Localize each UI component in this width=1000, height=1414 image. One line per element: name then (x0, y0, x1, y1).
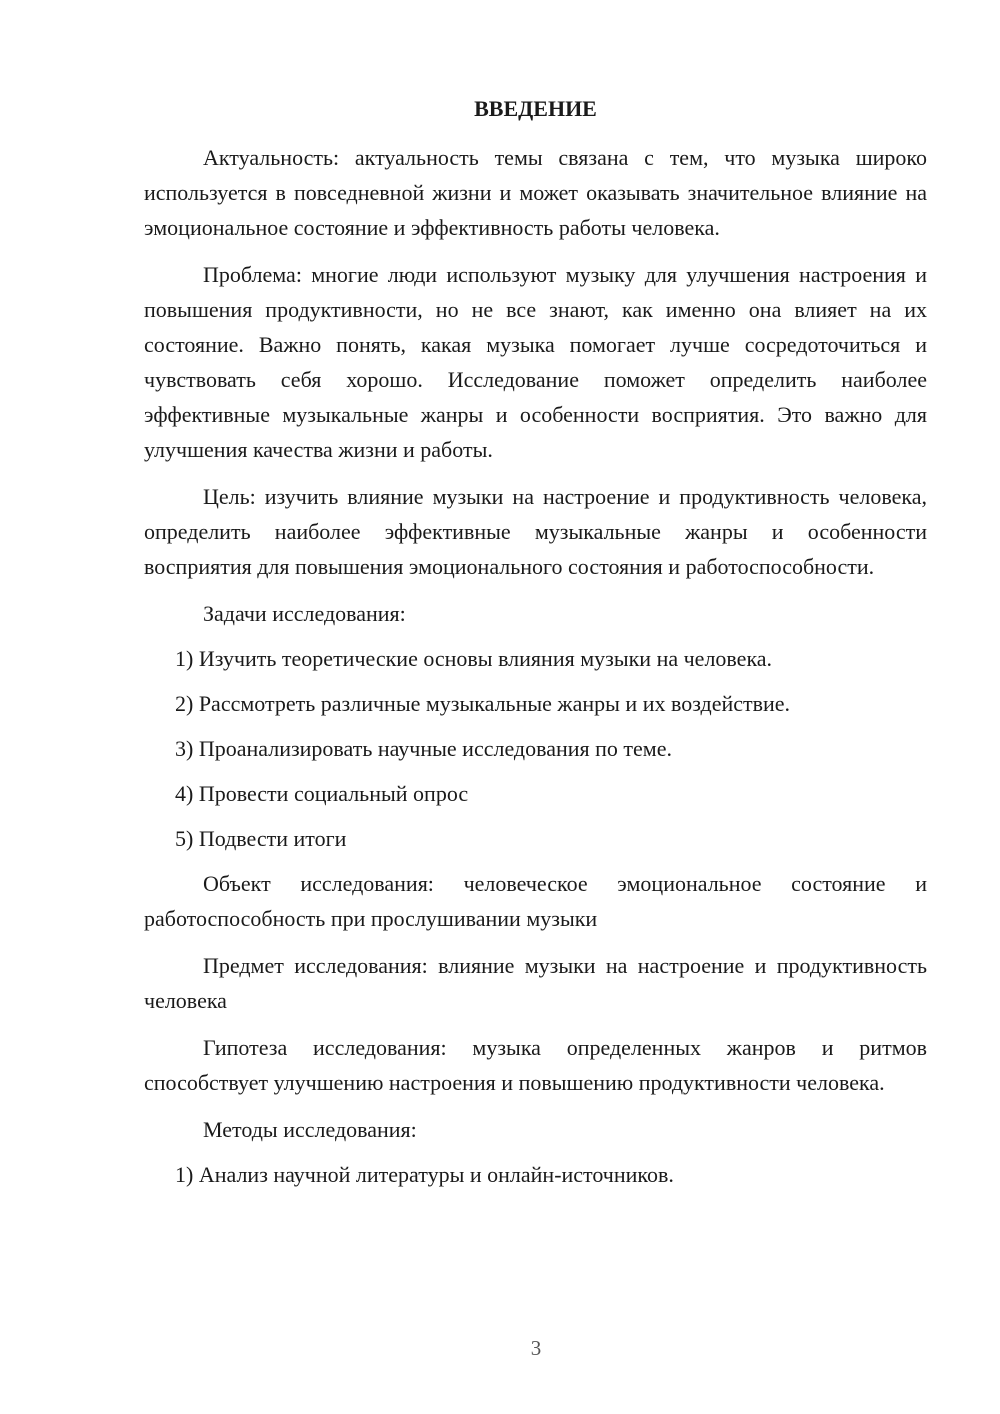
hypothesis-paragraph: Гипотеза исследования: музыка определенных жанров и ритмов способствует улучшению настроения и повышению продуктивности человека. (144, 1035, 927, 1095)
subject-paragraph: Предмет исследования: влияние музыки на настроение и продуктивность человека (144, 953, 927, 1013)
page-body (144, 90, 927, 1202)
tasks-title: Задачи исследования: (203, 601, 406, 626)
task-item: 2) Рассмотреть различные музыкальные жанры и их воздействие. (175, 691, 791, 716)
problem-paragraph: Проблема: многие люди используют музыку для улучшения настроения и повышения продуктивности, но не все знают, как именно она влияет на их состояние. Важно понять, какая музыка помогает лучше сосредоточиться и чувствовать себя хорошо. Исследование поможет определить наиболее эффективные музыкальные жанры и особенности восприятия. Это важно для улучшения качества жизни и работы. (144, 262, 927, 462)
method-item: 1) Анализ научной литературы и онлайн-источников. (175, 1162, 674, 1187)
methods-title: Методы исследования: (203, 1117, 417, 1142)
page-number: 3 (530, 1336, 542, 1360)
relevance-paragraph: Актуальность: актуальность темы связана с тем, что музыка широко используется в повседневной жизни и может оказывать значительное влияние на эмоциональное состояние и эффективность работы человека. (144, 145, 927, 240)
page-title: ВВЕДЕНИЕ (474, 96, 597, 121)
goal-paragraph: Цель: изучить влияние музыки на настроение и продуктивность человека, определить наиболее эффективные музыкальные жанры и особенности восприятия для повышения эмоционального состояния и работоспособности. (144, 484, 927, 579)
task-item: 4) Провести социальный опрос (175, 781, 469, 806)
task-item: 5) Подвести итоги (175, 826, 347, 851)
task-item: 1) Изучить теоретические основы влияния музыки на человека. (175, 646, 773, 671)
task-item: 3) Проанализировать научные исследования по теме. (175, 736, 672, 761)
object-paragraph: Объект исследования: человеческое эмоциональное состояние и работоспособность при прослушивании музыки (144, 871, 927, 931)
